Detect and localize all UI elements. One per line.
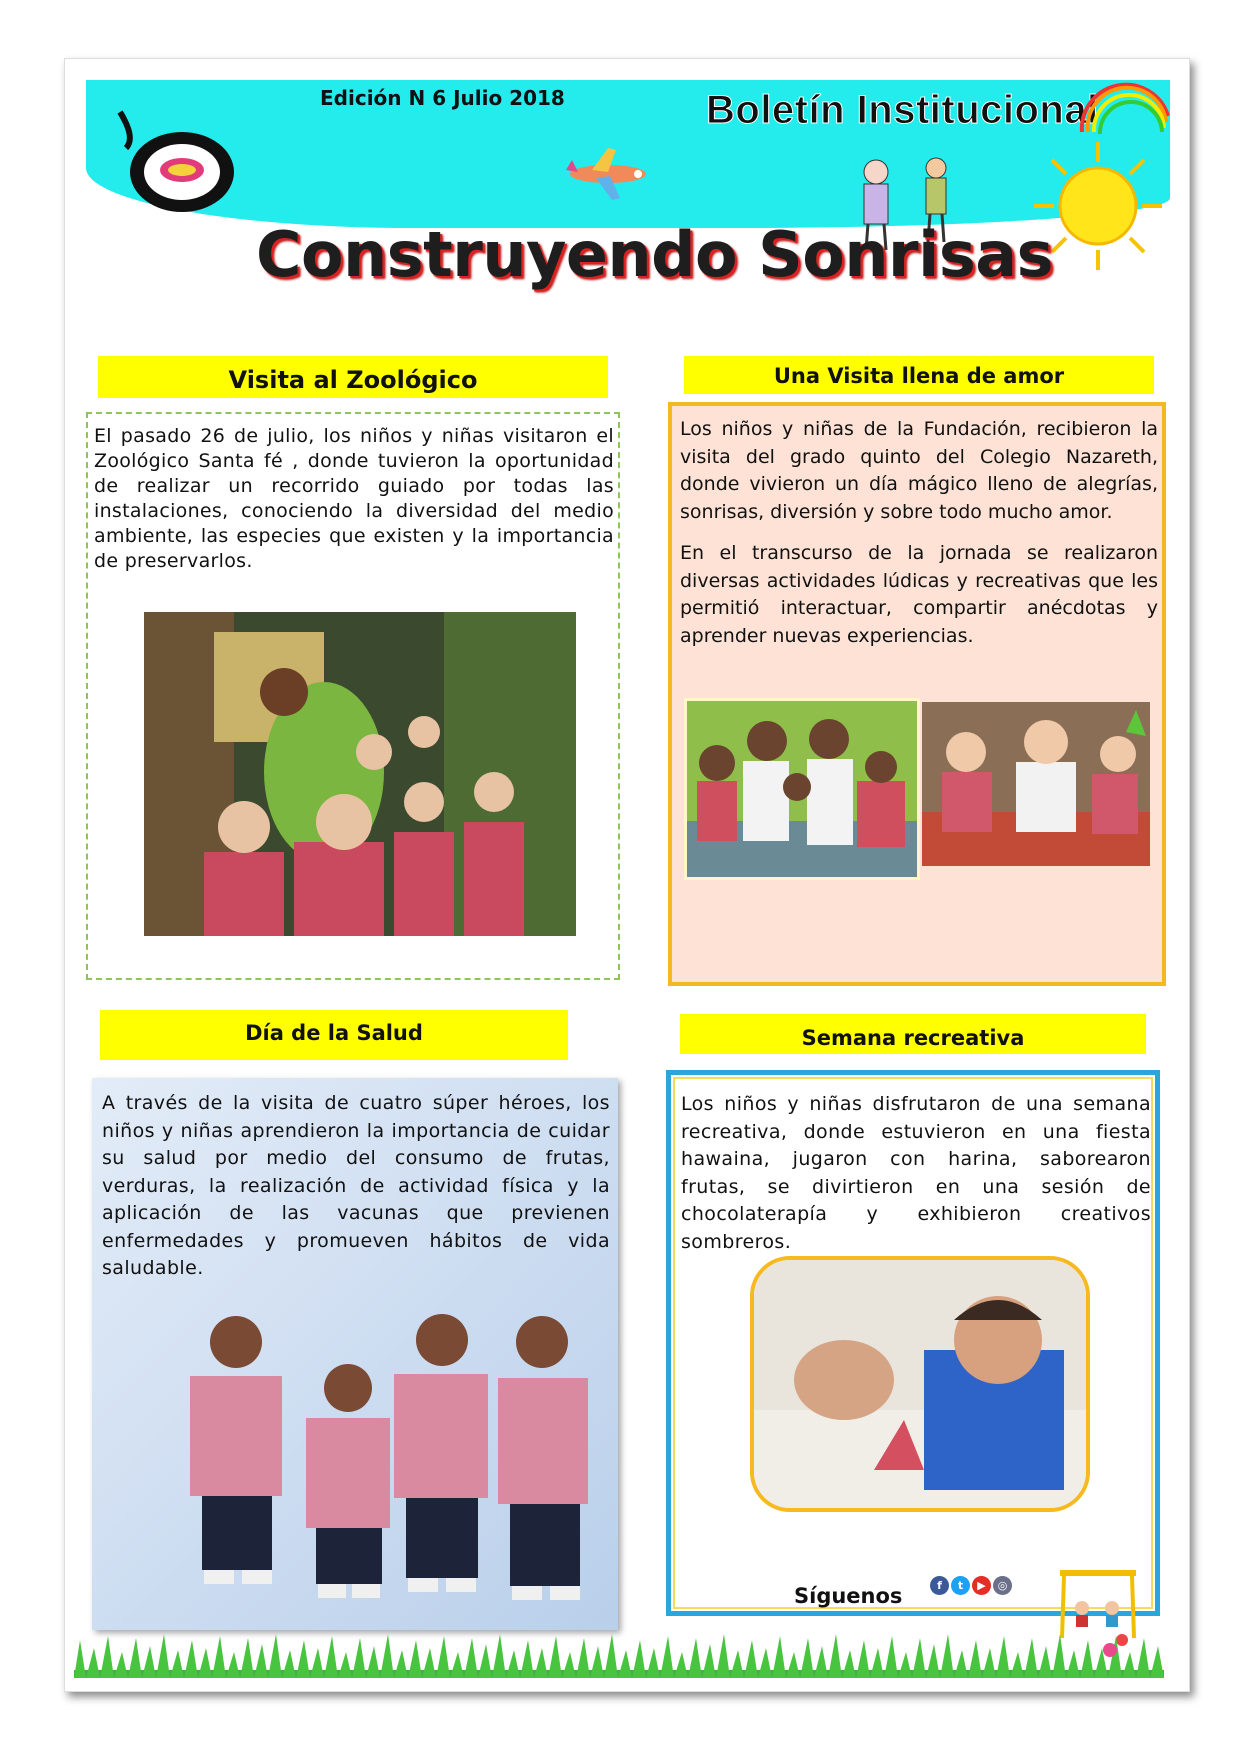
edition-label: Edición N 6 Julio 2018 — [320, 86, 565, 110]
social-icons — [930, 1574, 1014, 1595]
zoo-heading: Visita al Zoológico — [98, 356, 608, 398]
twitter-icon[interactable]: t — [951, 1576, 970, 1595]
grass-border — [74, 1630, 1164, 1678]
youtube-icon[interactable]: ▶ — [972, 1576, 991, 1595]
love-paragraph-2: En el transcurso de la jornada se realizaron diversas actividades lúdicas y recreativas que les permitió interactuar, compartir anécdotas y aprender nuevas experiencias. — [680, 542, 1158, 647]
follow-us-label: Síguenos — [794, 1584, 903, 1608]
recreation-photo — [750, 1256, 1090, 1512]
plane-drawing — [552, 144, 662, 204]
love-box — [668, 402, 1166, 986]
recreation-heading: Semana recreativa — [680, 1014, 1146, 1054]
facebook-icon[interactable]: f — [930, 1576, 949, 1595]
love-heading: Una Visita llena de amor — [684, 356, 1154, 394]
love-photo-1 — [684, 698, 920, 880]
header-banner — [86, 80, 1170, 320]
zoo-photo — [144, 612, 576, 936]
rainbow-icon — [1076, 76, 1172, 136]
zoo-text: El pasado 26 de julio, los niños y niñas visitaron el Zoológico Santa fé , donde tuvieron la oportunidad de realizar un recorrido guiado por todas las instalaciones, conociendo la diversidad del medio ambiente, las especies que existen y la importancia de preservarlos. — [94, 425, 614, 572]
instagram-icon[interactable]: ◎ — [993, 1576, 1012, 1595]
health-text: A través de la visita de cuatro súper héroes, los niños y niñas aprendieron la importancia de cuidar su salud por medio del consumo de frutas, verduras, la realización de actividad física y la aplicación de las vacunas que previenen enfermedades y promueven hábitos de vida saludable. — [102, 1092, 610, 1279]
love-photo-2 — [922, 702, 1150, 866]
newsletter-title: Construyendo Sonrisas — [256, 218, 1054, 291]
recreation-text: Los niños y niñas disfrutaron de una semana recreativa, donde estuvieron en una fiesta hawaina, jugaron con harina, saborearon frutas, se divirtieron en una sesión de chocolaterapía y exhibieron creativos sombreros. — [681, 1093, 1151, 1253]
health-photo — [180, 1288, 620, 1630]
foundation-logo — [116, 108, 238, 214]
bulletin-label: Boletín Institucional — [706, 88, 1099, 132]
love-paragraph-1: Los niños y niñas de la Fundación, recibieron la visita del grado quinto del Colegio Nazareth, donde vivieron un día mágico lleno de alegrías, sonrisas, diversión y sobre todo mucho amor. — [680, 418, 1158, 523]
health-heading: Día de la Salud — [100, 1010, 568, 1060]
